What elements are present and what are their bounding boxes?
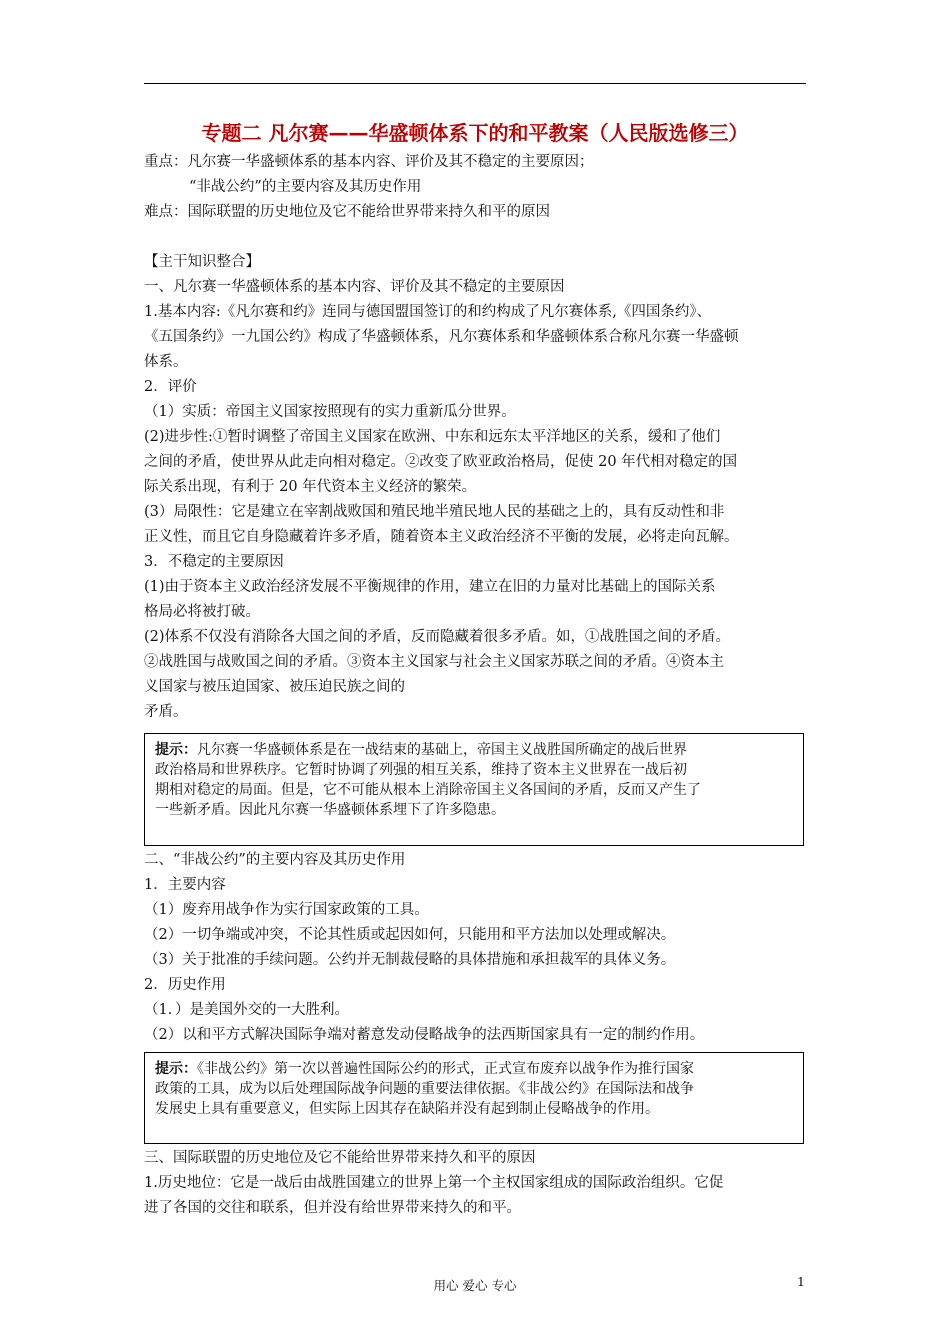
section1-line: (3）局限性：它是建立在宰割战败国和殖民地半殖民地人民的基础之上的，具有反动性和非 (144, 504, 725, 520)
section1-line: 正义性，而且它自身隐藏着许多矛盾，随着资本主义政治经济不平衡的发展，必将走向瓦解。 (144, 529, 739, 545)
section1-line: (1)由于资本主义政治经济发展不平衡规律的作用，建立在旧的力量对比基础上的国际关系 (144, 579, 716, 595)
header-rule (144, 83, 806, 84)
tip-text: 凡尔赛一华盛顿体系是在一战结束的基础上，帝国主义战胜国所确定的战后世界 (197, 742, 687, 758)
section3-line: 1.历史地位：它是一战后由战胜国建立的世界上第一个主权国家组成的国际政治组织。它促 (144, 1175, 724, 1191)
tip-box-1 (144, 733, 804, 846)
section3-heading: 三、国际联盟的历史地位及它不能给世界带来持久和平的原因 (144, 1150, 536, 1166)
difficulty: 难点：国际联盟的历史地位及它不能给世界带来持久和平的原因 (144, 204, 550, 220)
section1-line: 际关系出现，有利于 20 年代资本主义经济的繁荣。 (144, 479, 477, 495)
footer-text: 用心 爱心 专心 (433, 1278, 517, 1293)
section1-line: 义国家与被压迫国家、被压迫民族之间的 (144, 679, 405, 695)
section1-line: 格局必将被打破。 (144, 604, 260, 620)
tip-text: 一些新矛盾。因此凡尔赛一华盛顿体系埋下了许多隐患。 (155, 802, 505, 818)
section2-heading: 二、“非战公约”的主要内容及其历史作用 (144, 852, 406, 868)
tip-text: 《非战公约》第一次以普遍性国际公约的形式，正式宣布废弃以战争作为推行国家 (197, 1061, 694, 1077)
page-number: 1 (797, 1274, 805, 1289)
tip-text: 政治格局和世界秩序。它暂时协调了列强的相互关系，维持了资本主义世界在一战后初 (155, 762, 687, 778)
tip-box-2 (144, 1052, 804, 1144)
section1-heading: 一、凡尔赛一华盛顿体系的基本内容、评价及其不稳定的主要原因 (144, 279, 565, 295)
section1-line: ②战胜国与战败国之间的矛盾。③资本主义国家与社会主义国家苏联之间的矛盾。④资本主 (144, 654, 724, 670)
section1-line: 1.基本内容:《凡尔赛和约》连同与德国盟国签订的和约构成了凡尔赛体系,《四国条约》、 (144, 304, 712, 320)
key-points: 重点：凡尔赛一华盛顿体系的基本内容、评价及其不稳定的主要原因； (144, 154, 594, 170)
section2-line: （2）以和平方式解决国际争端对蓄意发动侵略战争的法西斯国家具有一定的制约作用。 (144, 1027, 705, 1043)
section-header: 【主干知识整合】 (144, 254, 260, 270)
section2-line: （2）一切争端或冲突，不论其性质或起因如何，只能用和平方法加以处理或解决。 (144, 927, 676, 943)
section2-line: 2．历史作用 (144, 977, 226, 993)
section1-line: (2)进步性:①暂时调整了帝国主义国家在欧洲、中东和远东太平洋地区的关系，缓和了他们 (144, 429, 721, 445)
section1-line: 之间的矛盾，使世界从此走向相对稳定。②改变了欧亚政治格局，促使 20 年代相对稳定的国 (144, 454, 738, 470)
section2-line: 1．主要内容 (144, 877, 226, 893)
section1-line: 《五国条约》一九国公约》构成了华盛顿体系，凡尔赛体系和华盛顿体系合称凡尔赛一华盛顿 (144, 329, 739, 345)
section1-line: (2)体系不仅没有消除各大国之间的矛盾，反而隐藏着很多矛盾。如，①战胜国之间的矛盾。 (144, 629, 731, 645)
section2-line: （3）关于批准的手续问题。公约并无制裁侵略的具体措施和承担裁军的具体义务。 (144, 952, 676, 968)
section1-line: 3．不稳定的主要原因 (144, 554, 284, 570)
section1-line: 2．评价 (144, 379, 197, 395)
section2-line: （1．）是美国外交的一大胜利。 (144, 1002, 349, 1018)
key-points-2: “非战公约”的主要内容及其历史作用 (189, 179, 422, 195)
section1-line: 矛盾。 (144, 704, 188, 720)
tip-text: 发展史上具有重要意义，但实际上因其存在缺陷并没有起到制止侵略战争的作用。 (155, 1101, 659, 1117)
tip-label: 提示： (155, 1061, 197, 1077)
tip-label: 提示： (155, 742, 197, 758)
section3-line: 进了各国的交往和联系，但并没有给世界带来持久的和平。 (144, 1200, 521, 1216)
tip-text: 政策的工具，成为以后处理国际战争问题的重要法律依据。《非战公约》在国际法和战争 (155, 1081, 694, 1097)
section1-line: 体系。 (144, 354, 188, 370)
page-title: 专题二 凡尔赛——华盛顿体系下的和平教案（人民版选修三） (201, 121, 749, 145)
tip-text: 期相对稳定的局面。但是，它不可能从根本上消除帝国主义各国间的矛盾，反而又产生了 (155, 782, 701, 798)
section1-line: （1）实质：帝国主义国家按照现有的实力重新瓜分世界。 (144, 404, 516, 420)
section2-line: （1）废弃用战争作为实行国家政策的工具。 (144, 902, 429, 918)
